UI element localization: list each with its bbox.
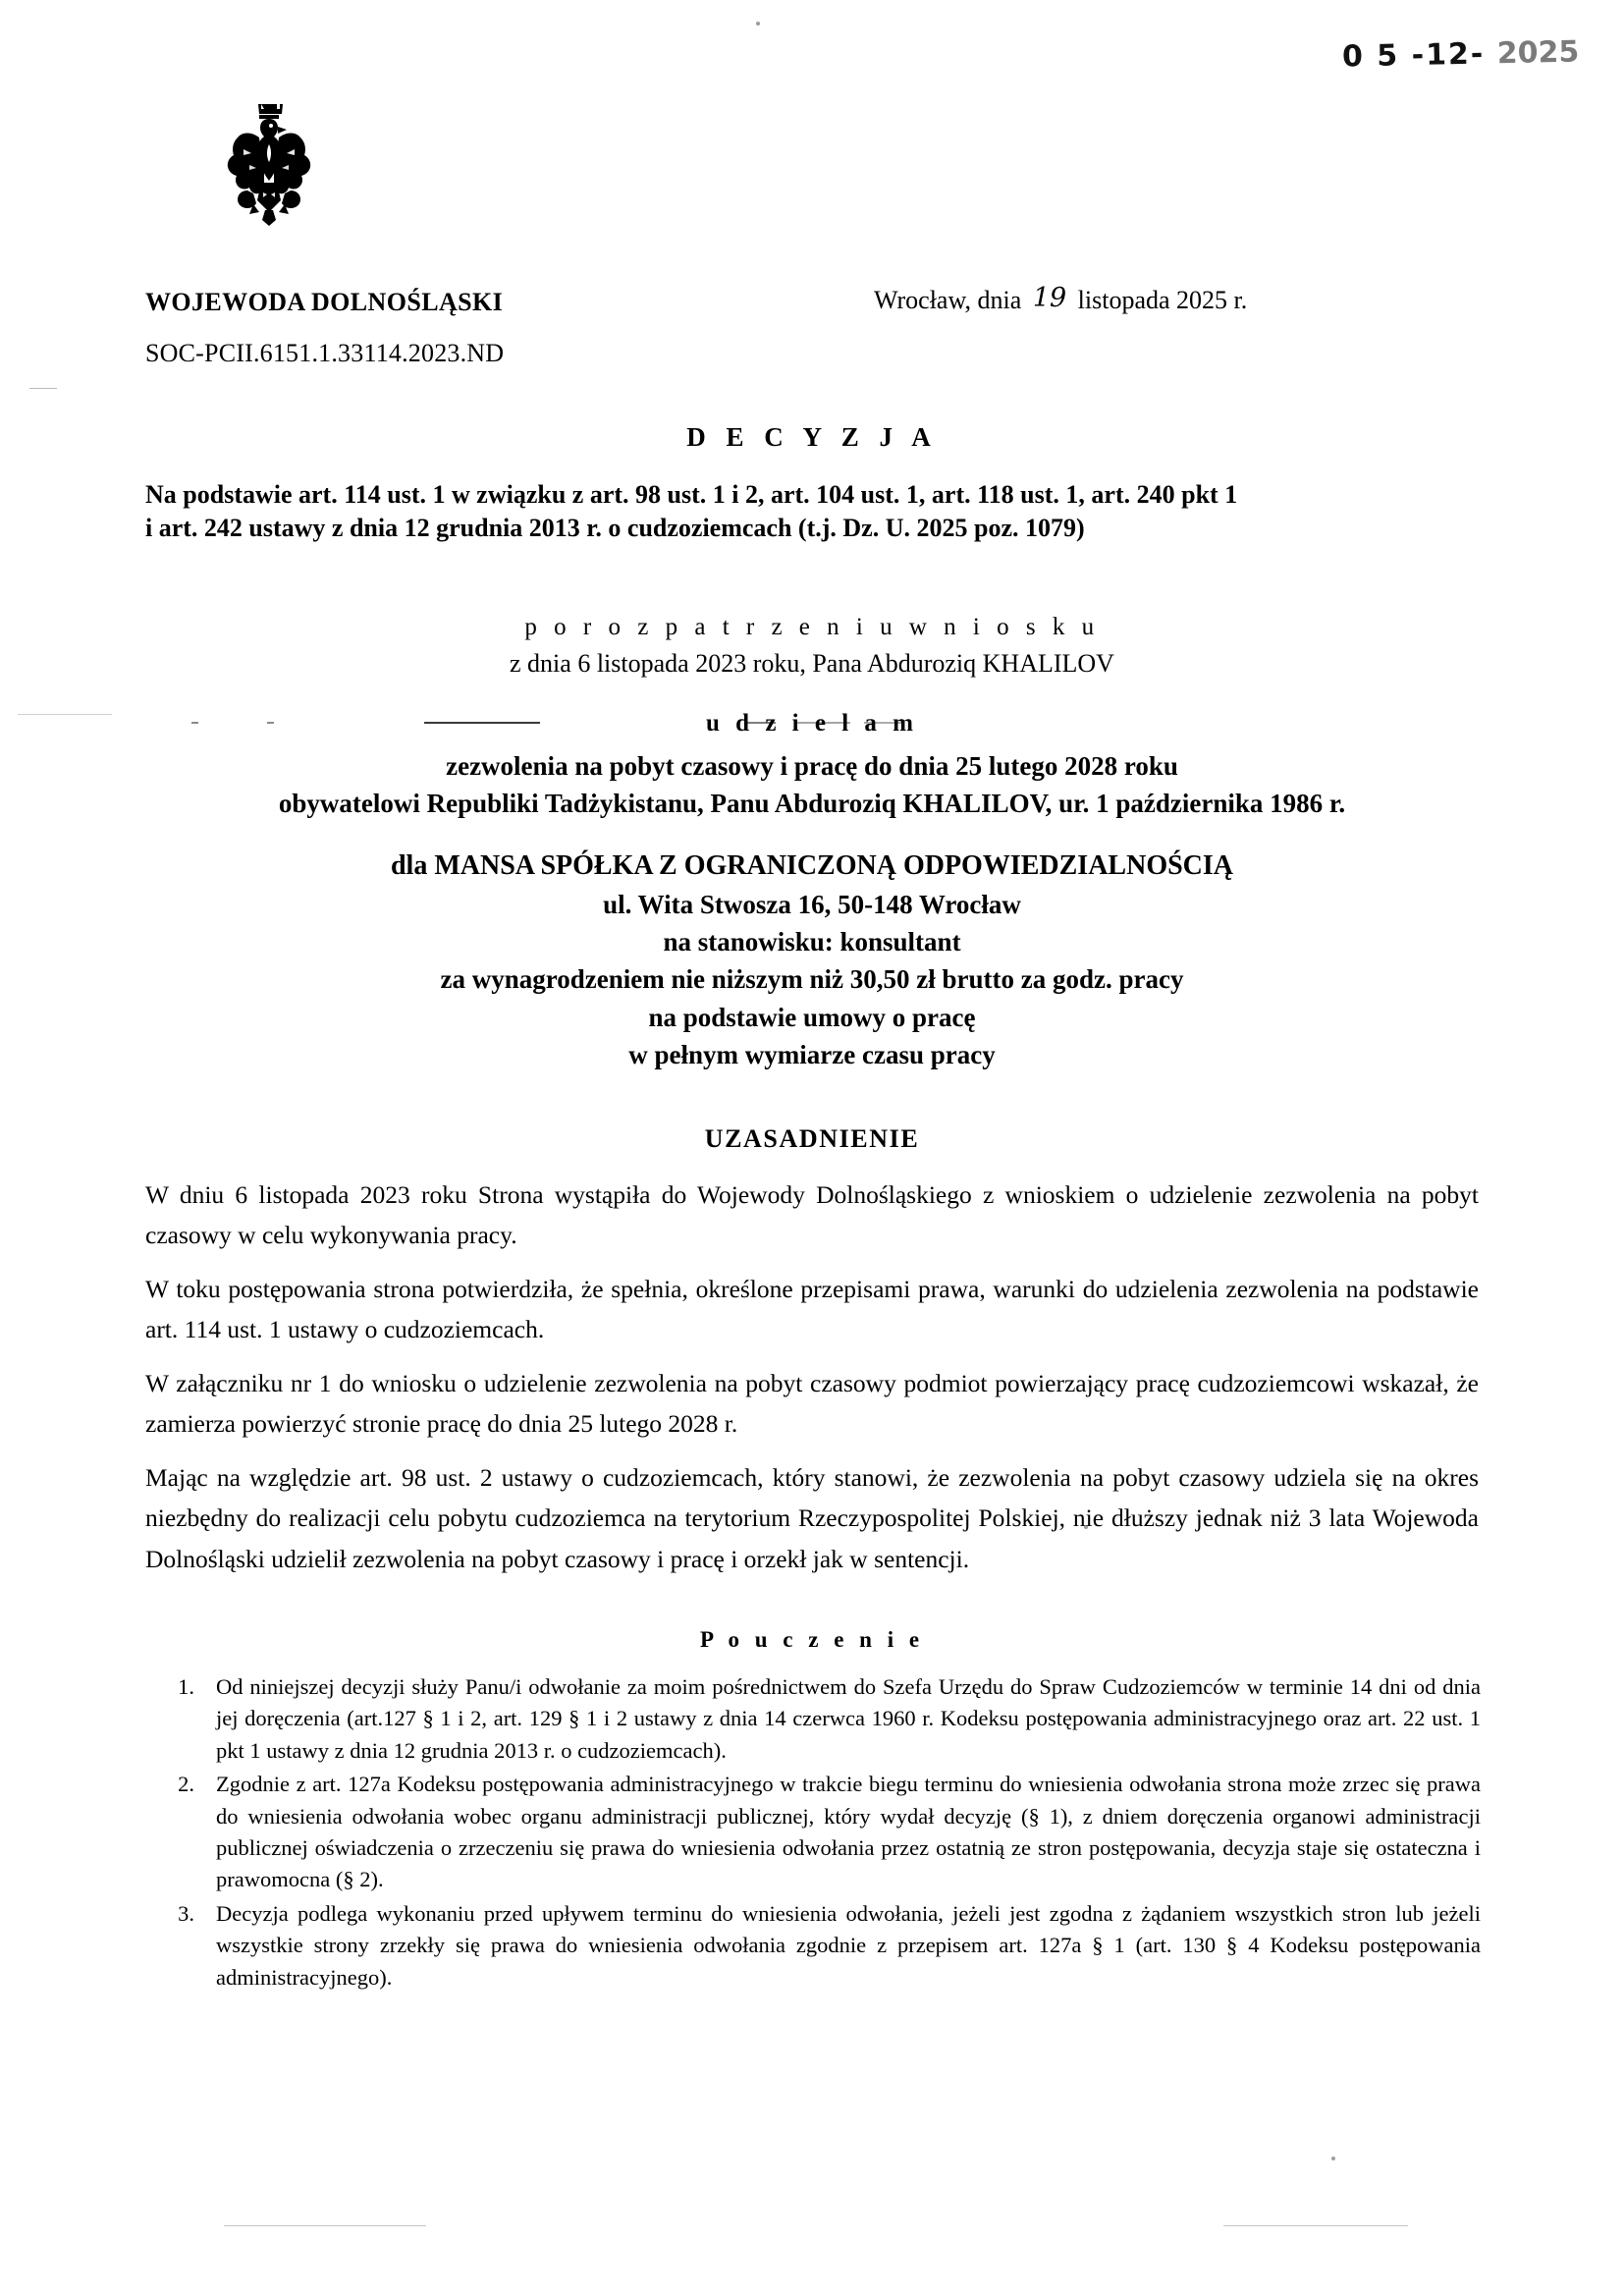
list-item-number: 3.	[178, 1900, 194, 1926]
place-and-date	[874, 285, 1247, 315]
legal-basis-line-1: Na podstawie art. 114 ust. 1 w związku z art. 98 ust. 1 i 2, art. 104 ust. 1, art. 118 ust. 1, art. 240 pkt 1	[145, 480, 1238, 509]
grant-line-2: obywatelowi Republiki Tadżykistanu, Panu Abduroziq KHALILOV, ur. 1 października 1986 r.	[278, 789, 1346, 818]
list-item-text: Zgodnie z art. 127a Kodeksu postępowania administracyjnego w trakcie biegu terminu do wniesienia odwołania strona może zrzec się prawa do wniesienia odwołania wobec organu administracji publicznej, który wydał decyzję (§ 1), z dniem doręczenia organowi administracji publicznej oświadczenia o zrzeczeniu się prawa do wniesienia odwołania przez ostatnią ze stron postępowania, decyzja staje się ostateczna i prawomocna (§ 2).	[216, 1772, 1481, 1892]
place-date-prefix: Wrocław, dnia	[874, 286, 1022, 314]
justification-paragraph: Mając na względzie art. 98 ust. 2 ustawy o cudzoziemcach, który stanowi, że zezwolenia na pobyt czasowy udziela się na okres niezbędny do realizacji celu pobytu cudzoziemca na terytorium Rzeczypospolitej Polskiej, nie dłuższy jednak niż 3 lata Wojewoda Dolnośląski udzielił zezwolenia na pobyt czasowy i pracę i orzekł jak w sentencji.	[145, 1463, 1479, 1573]
justification-paragraph: W załączniku nr 1 do wniosku o udzielenie zezwolenia na pobyt czasowy podmiot powierzający pracę cudzoziemcowi wskazał, że zamierza powierzyć stronie pracę do dnia 25 lutego 2028 r.	[145, 1369, 1479, 1439]
legal-basis-line-2: i art. 242 ustawy z dnia 12 grudnia 2013 r. o cudzoziemcach (t.j. Dz. U. 2025 poz. 1079)	[145, 514, 1085, 543]
instruction-list	[165, 1671, 1481, 1995]
contract-type: na podstawie umowy o pracę	[648, 1003, 976, 1032]
grant-line-1: zezwolenia na pobyt czasowy i pracę do dnia 25 lutego 2028 roku	[446, 751, 1178, 781]
received-date-stamp	[1341, 34, 1579, 74]
decision-title: D E C Y Z J A	[686, 422, 938, 452]
scan-artifact-line	[1223, 2225, 1408, 2226]
scan-artifact-line	[29, 388, 57, 389]
list-item-text: Od niniejszej decyzji służy Panu/i odwołanie za moim pośrednictwem do Szefa Urzędu do Spraw Cudzoziemców w terminie 14 dni od dnia jej doręczenia (art.127 § 1 i 2, art. 129 § 1 i 2 ustawy z dnia 14 czerwca 1960 r. Kodeksu postępowania administracyjnego oraz art. 22 ust. 1 pkt 1 ustawy z dnia 12 grudnia 2013 r. o cudzoziemcach).	[216, 1674, 1481, 1763]
polish-eagle-emblem-icon	[224, 94, 314, 226]
list-item-text: Decyzja podlega wykonaniu przed upływem terminu do wniesienia odwołania, jeżeli jest zgodna z żądaniem wszystkich stron lub jeżeli wszystkie strony zrzekły się prawa do wniesienia odwołania zgodnie z przepisem art. 127a § 1 (art. 130 § 4 Kodeksu postępowania administracyjnego).	[216, 1900, 1481, 1990]
list-item-number: 1.	[178, 1674, 194, 1699]
employer-name: dla MANSA SPÓŁKA Z OGRANICZONĄ ODPOWIEDZIALNOŚCIĄ	[390, 850, 1234, 881]
justification-paragraph: W dniu 6 listopada 2023 roku Strona wystąpiła do Wojewody Dolnośląskiego z wnioskiem o udzielenie zezwolenia na pobyt czasowy w celu wykonywania pracy.	[145, 1180, 1479, 1250]
minimum-wage: za wynagrodzeniem nie niższym niż 30,50 zł brutto za godz. pracy	[440, 964, 1184, 994]
justification-title: UZASADNIENIE	[704, 1124, 920, 1153]
stamp-month: -12-	[1411, 36, 1486, 74]
list-item	[165, 1769, 1481, 1896]
employer-address: ul. Wita Stwosza 16, 50-148 Wrocław	[603, 890, 1021, 919]
application-reference: z dnia 6 listopada 2023 roku, Pana Abduroziq KHALILOV	[510, 649, 1114, 678]
working-time: w pełnym wymiarze czasu pracy	[628, 1040, 996, 1069]
list-item	[165, 1898, 1481, 1994]
stamp-day: 0 5	[1341, 38, 1400, 75]
list-item-number: 2.	[178, 1772, 194, 1797]
justification-paragraph: W toku postępowania strona potwierdziła, że spełnia, określone przepisami prawa, warunki do udzielenia zezwolenia na podstawie art. 114 ust. 1 ustawy o cudzoziemcach.	[145, 1275, 1479, 1344]
scan-artifact-line	[18, 714, 112, 715]
case-reference-number: SOC-PCII.6151.1.33114.2023.ND	[145, 339, 505, 367]
instruction-title: P o u c z e n i e	[699, 1627, 925, 1652]
job-position: na stanowisku: konsultant	[663, 927, 961, 956]
grant-keyword: u d z i e l a m	[706, 710, 918, 737]
stamp-year: 2025	[1496, 34, 1580, 72]
handwritten-day: 19	[1032, 283, 1067, 313]
after-review-label: p o r o z p a t r z e n i u w n i o s k u	[524, 614, 1100, 640]
scan-speck	[756, 22, 760, 26]
list-item	[165, 1671, 1481, 1767]
place-date-suffix: listopada 2025 r.	[1077, 286, 1248, 314]
legal-basis	[145, 478, 1481, 546]
issuing-authority-title: WOJEWODA DOLNOŚLĄSKI	[145, 288, 504, 316]
scan-artifact-line	[224, 2225, 426, 2226]
scan-speck	[1331, 2157, 1335, 2160]
